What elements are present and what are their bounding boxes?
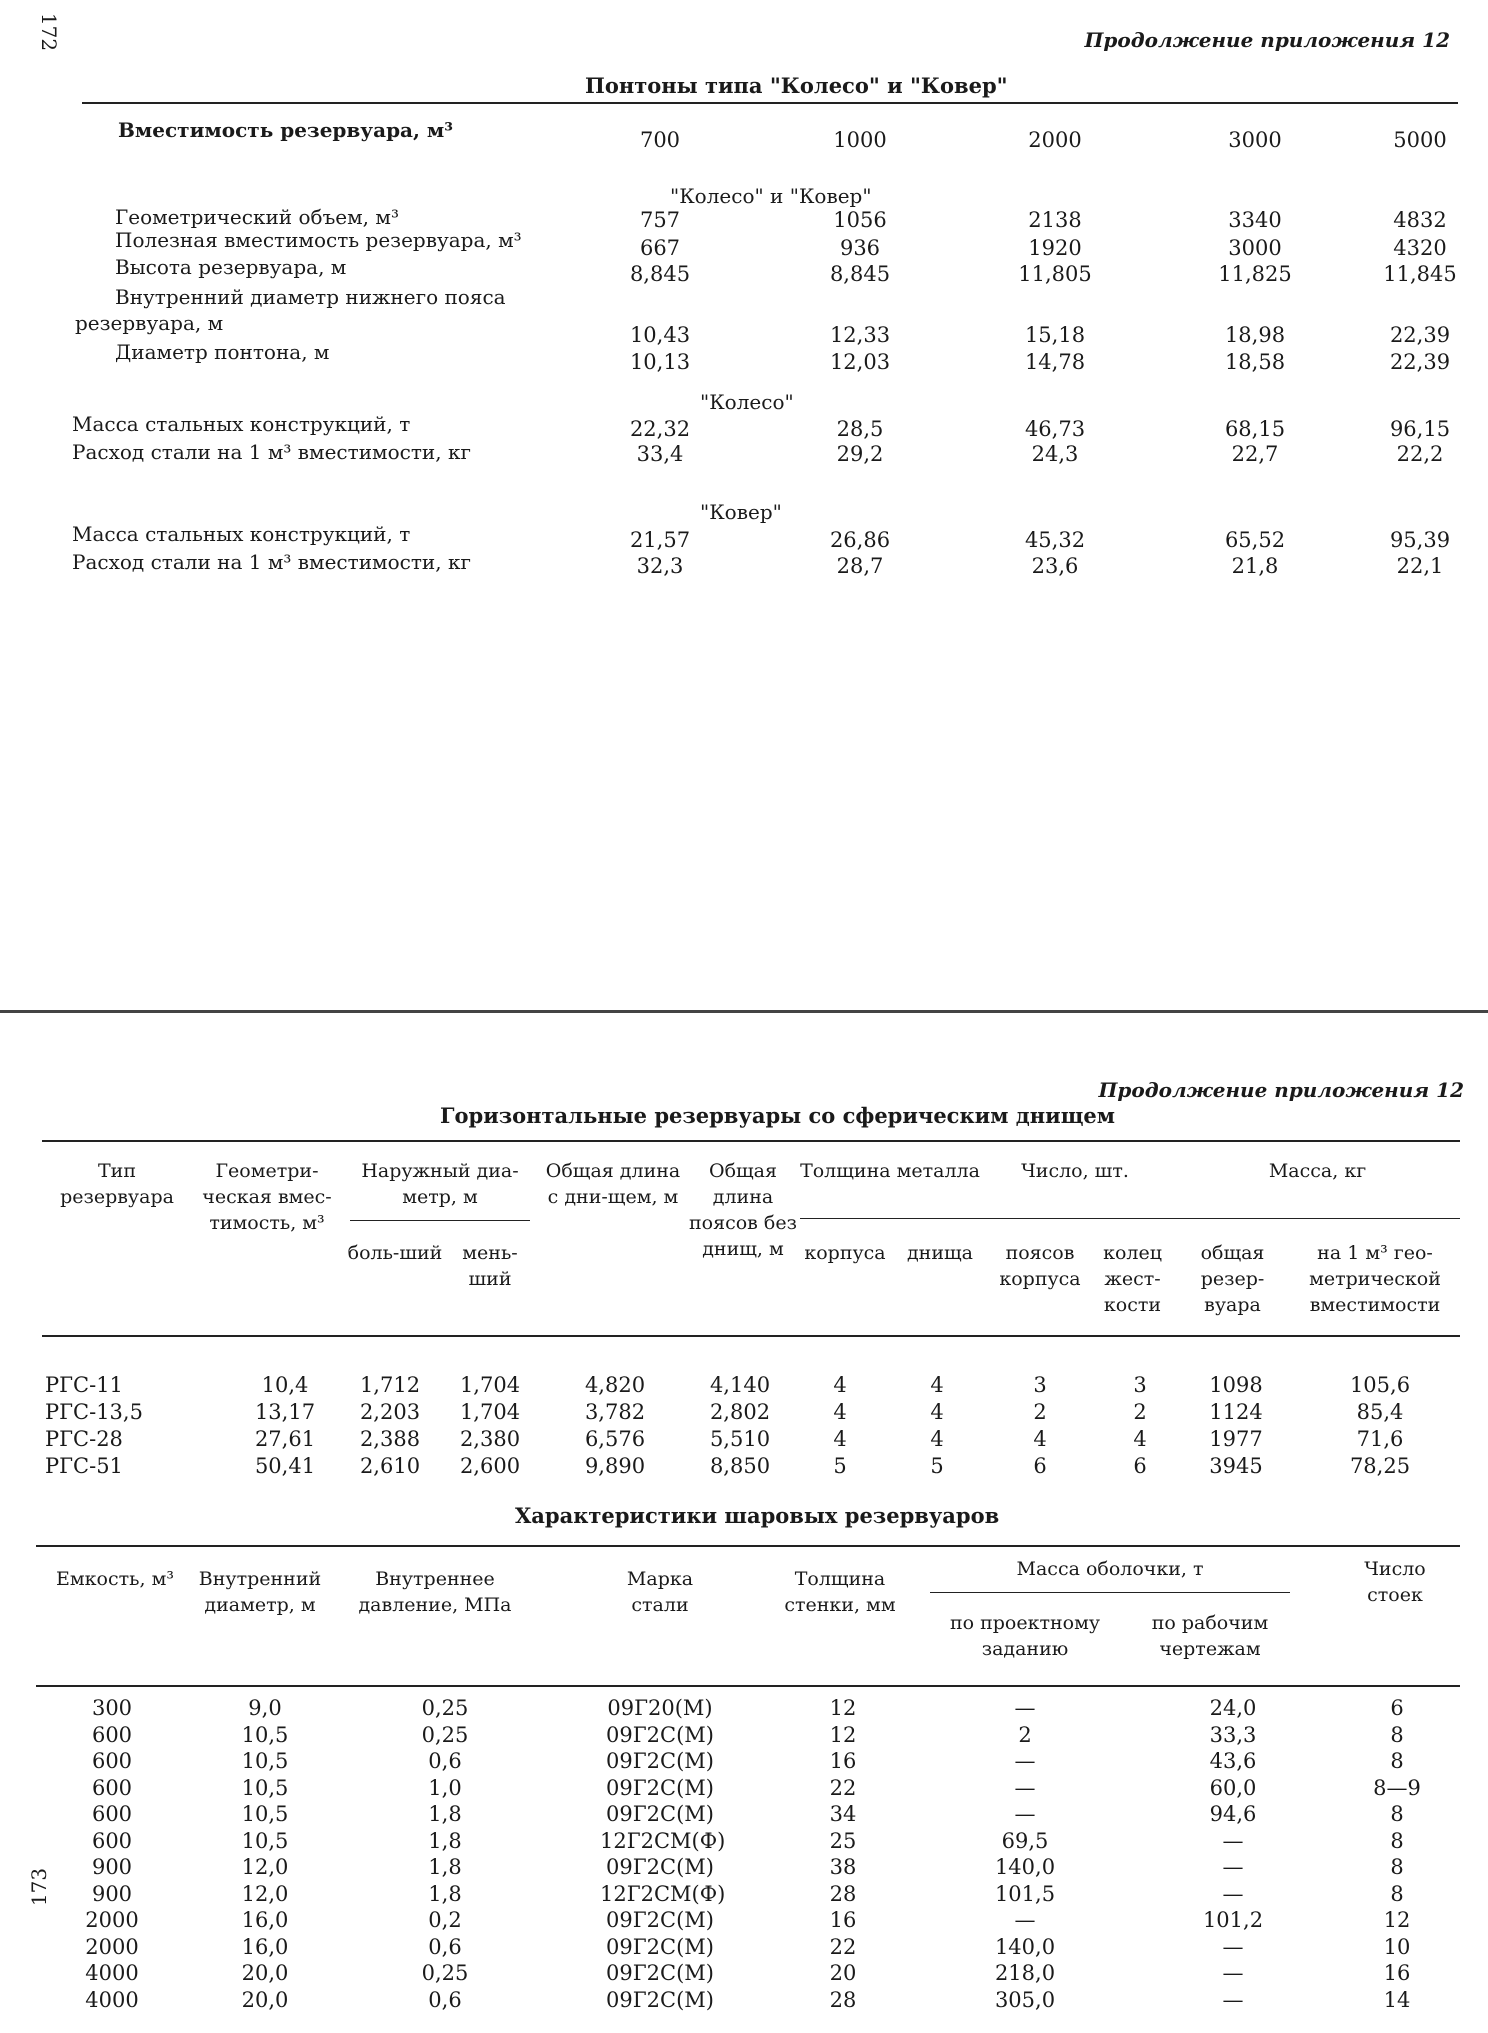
row-value: 140,0 [994,1855,1056,1879]
hdr-mass-total: общая резер-вуара [1200,1242,1265,1316]
row-value: 3,782 [584,1400,646,1424]
row-value: 6,576 [584,1427,646,1451]
table-rule [42,1335,1460,1337]
row-value: 1124 [1209,1400,1263,1424]
row-value: 10,5 [241,1749,289,1773]
row-value: 10,13 [629,350,691,374]
hdr-wall: Толщина стенки, мм [784,1568,896,1616]
row-value: 22 [829,1934,857,1959]
row-value: 21,8 [1231,554,1279,578]
row-value: 140,0 [994,1934,1056,1959]
row-value: 900 [91,1855,133,1879]
row-value: 600 [91,1828,133,1853]
table-rule [36,1545,1460,1547]
row-value: 25 [829,1828,857,1853]
row-value: 10,5 [241,1722,289,1747]
row-value: 8 [1390,1802,1404,1826]
row-value: 96,15 [1389,417,1451,441]
row-value: 0,25 [421,1961,469,1985]
hdr-capacity: Емкость, м³ [56,1568,174,1590]
hdr-body: корпуса [804,1242,886,1264]
row-value: 0,25 [421,1696,469,1720]
row-value: 8 [1390,1855,1404,1879]
row-value: 22,7 [1231,442,1279,466]
row-value: 24,3 [1031,442,1079,466]
row-value: 09Г2С(М) [606,1722,714,1747]
row-label: Полезная вместимость резервуара, м³ [115,228,522,252]
row-value: 1,704 [459,1400,521,1424]
row-value: 27,61 [254,1427,316,1451]
row-value: 12,03 [829,350,891,374]
row-value: 14 [1383,1987,1411,2012]
row-value: 8 [1390,1749,1404,1773]
row-value: 2 [1018,1722,1032,1747]
row-value: 16,0 [241,1934,289,1959]
row-value: — [1222,1855,1244,1879]
row-value: 16 [1383,1961,1411,1985]
row-value: 28,7 [836,554,884,578]
capacity-value: 700 [639,128,681,152]
row-value: 10,43 [629,323,691,347]
row-value: 2,600 [459,1454,521,1478]
row-value: 600 [91,1775,133,1800]
row-value: 2138 [1028,208,1082,232]
row-value: 1,0 [428,1775,462,1800]
table-rule [42,1140,1460,1142]
row-label: Высота резервуара, м [115,255,347,279]
hdr-belts-len: Общая длина поясов без днищ, м [689,1160,797,1260]
row-value: 20,0 [241,1987,289,2012]
row-value: 68,15 [1224,417,1286,441]
hdr-belts: поясов корпуса [999,1242,1081,1290]
row-value: 3 [1033,1373,1047,1397]
row-value: 2,610 [359,1454,421,1478]
row-value: 4 [833,1400,847,1424]
row-value: 1,8 [428,1802,462,1826]
row-value: 26,86 [829,528,891,552]
row-value: 1977 [1209,1427,1263,1451]
page-number-bottom: 173 [27,1867,52,1907]
header-subrule [350,1220,530,1221]
row-value: 4 [1033,1427,1047,1451]
section-kover: "Ковер" [700,500,782,524]
row-value: 28 [829,1881,857,1906]
table-rule [82,102,1458,104]
row-value: 1098 [1209,1373,1263,1397]
row-value: 94,6 [1209,1802,1257,1826]
row-value: 09Г2С(М) [606,1908,714,1932]
row-value: 78,25 [1349,1454,1411,1478]
row-value: 1,704 [459,1373,521,1397]
row-value: 6 [1133,1454,1147,1478]
row-value: 4 [930,1373,944,1397]
hdr-type: Тип резервуара [60,1160,174,1208]
row-value: — [1222,1828,1244,1853]
row-value: 09Г2С(М) [606,1961,714,1985]
row-value: 8 [1390,1881,1404,1906]
row-value: 45,32 [1024,528,1086,552]
row-value: 4 [833,1427,847,1451]
row-value: 0,6 [428,1934,462,1959]
hdr-supports: Число стоек [1364,1558,1426,1606]
row-value: 8—9 [1373,1775,1421,1800]
row-value: — [1014,1749,1036,1773]
row-value: 12,33 [829,323,891,347]
row-value: 22,32 [629,417,691,441]
row-value: 4000 [85,1961,139,1985]
pontoon-table-title: Понтоны типа "Колесо" и "Ковер" [585,73,1008,98]
row-value: 4,140 [709,1373,771,1397]
row-label: Расход стали на 1 м³ вместимости, кг [72,550,471,574]
row-label: Расход стали на 1 м³ вместимости, кг [72,440,471,464]
capacity-value: 1000 [833,128,887,152]
row-value: 24,0 [1209,1696,1257,1720]
row-value: 101,5 [994,1881,1056,1906]
row-value: 22,39 [1389,350,1451,374]
row-value: 16,0 [241,1908,289,1932]
row-value: — [1014,1802,1036,1826]
row-value: 2,380 [459,1427,521,1451]
row-value: 22,2 [1396,442,1444,466]
row-label: РГС-11 [45,1373,123,1397]
row-value: 10,4 [261,1373,309,1397]
hdr-bigger: боль-ший [347,1242,443,1264]
row-value: 4320 [1393,236,1447,260]
row-value: 33,3 [1209,1722,1257,1747]
continuation-label-top: Продолжение приложения 12 [1084,28,1450,52]
row-value: 2000 [85,1934,139,1959]
row-value: 46,73 [1024,417,1086,441]
row-value: 3 [1133,1373,1147,1397]
row-value: 305,0 [994,1987,1056,2012]
row-value: — [1014,1696,1036,1720]
row-label: Масса стальных конструкций, т [72,522,411,546]
row-value: 8,845 [829,262,891,286]
row-value: 218,0 [994,1961,1056,1985]
row-label: Масса стальных конструкций, т [72,412,411,436]
row-value: — [1222,1987,1244,2012]
row-value: 0,25 [421,1722,469,1747]
row-value: 20,0 [241,1961,289,1985]
continuation-label-bottom: Продолжение приложения 12 [1098,1078,1464,1102]
row-value: 9,890 [584,1454,646,1478]
hdr-working: по рабочим чертежам [1151,1612,1269,1660]
row-value: 38 [829,1855,857,1879]
row-value: 12 [829,1722,857,1747]
row-value: 4832 [1393,208,1447,232]
row-value: 22 [829,1775,857,1800]
row-value: 1,712 [359,1373,421,1397]
hdr-mass: Масса, кг [1268,1160,1367,1182]
row-value: 28 [829,1987,857,2012]
row-label: РГС-51 [45,1454,123,1478]
row-value: 900 [91,1881,133,1906]
row-label: Внутренний диаметр нижнего пояса [115,285,506,309]
section-koleso: "Колесо" [700,390,794,414]
row-value: 4 [930,1400,944,1424]
row-value: 1,8 [428,1881,462,1906]
hdr-mass-per: на 1 м³ гео-метрической вместимости [1309,1242,1441,1316]
row-value: 12Г2СМ(Ф) [600,1881,726,1906]
row-value: 32,3 [636,554,684,578]
row-value: 33,4 [636,442,684,466]
row-value: 11,825 [1218,262,1292,286]
hdr-total-len: Общая длина с дни-щем, м [545,1160,681,1208]
row-value: 10,5 [241,1775,289,1800]
row-value: 4 [833,1373,847,1397]
row-value: 22,39 [1389,323,1451,347]
capacity-value: 5000 [1393,128,1447,152]
row-value: 0,6 [428,1987,462,2012]
page-divider [0,1010,1488,1013]
row-value: 12 [829,1696,857,1720]
row-value: 8,850 [709,1454,771,1478]
row-value: 50,41 [254,1454,316,1478]
row-value: 2,802 [709,1400,771,1424]
capacity-value: 2000 [1028,128,1082,152]
row-value: 18,98 [1224,323,1286,347]
row-value: 28,5 [836,417,884,441]
row-value: — [1014,1908,1036,1932]
row-value: 1,8 [428,1828,462,1853]
row-value: 6 [1390,1696,1404,1720]
row-value: 16 [829,1908,857,1932]
row-value: 60,0 [1209,1775,1257,1800]
row-value: 10,5 [241,1828,289,1853]
row-value: 105,6 [1349,1373,1411,1397]
hdr-smaller: мень-ший [462,1242,518,1290]
row-value: 600 [91,1722,133,1747]
row-value: 09Г20(М) [607,1696,713,1720]
row-value: 43,6 [1209,1749,1257,1773]
row-value: 2,388 [359,1427,421,1451]
row-value: 600 [91,1802,133,1826]
row-value: 09Г2С(М) [606,1934,714,1959]
row-value: 8 [1390,1828,1404,1853]
row-value: 85,4 [1356,1400,1404,1424]
hdr-outer-diam: Наружный диа-метр, м [361,1160,519,1208]
row-value: 20 [829,1961,857,1985]
row-value: 16 [829,1749,857,1773]
capacity-value: 3000 [1228,128,1282,152]
row-value: 3945 [1209,1454,1263,1478]
row-value: 21,57 [629,528,691,552]
row-value: 1056 [833,208,887,232]
hdr-pressure: Внутреннее давление, МПа [358,1568,512,1616]
row-label: РГС-28 [45,1427,123,1451]
row-value: 22,1 [1396,554,1444,578]
hdr-rings: колец жест-кости [1103,1242,1162,1316]
hdr-steel: Марка стали [626,1568,694,1616]
row-value: 14,78 [1024,350,1086,374]
row-value: 300 [91,1696,133,1720]
row-value: 600 [91,1749,133,1773]
row-value: 757 [639,208,681,232]
row-value: 10,5 [241,1802,289,1826]
row-value: 15,18 [1024,323,1086,347]
row-value: 4000 [85,1987,139,2012]
row-value: 0,2 [428,1908,462,1932]
row-value: 667 [639,236,681,260]
row-value: 11,845 [1383,262,1457,286]
row-value: 4,820 [584,1373,646,1397]
row-value: — [1222,1961,1244,1985]
row-value: 18,58 [1224,350,1286,374]
row-value: 2,203 [359,1400,421,1424]
horizontal-table-title: Горизонтальные резервуары со сферическим днищем [440,1103,1116,1128]
row-value: 09Г2С(М) [606,1855,714,1879]
header-subrule [930,1592,1290,1593]
spherical-table-title: Характеристики шаровых резервуаров [515,1503,1000,1528]
row-value: 09Г2С(М) [606,1775,714,1800]
row-value: 09Г2С(М) [606,1749,714,1773]
row-value: 34 [829,1802,857,1826]
row-value: 0,6 [428,1749,462,1773]
row-label: РГС-13,5 [45,1400,143,1424]
hdr-bottom: днища [906,1242,974,1264]
row-value: 65,52 [1224,528,1286,552]
row-value: 95,39 [1389,528,1451,552]
row-value: — [1222,1881,1244,1906]
row-value: 12,0 [241,1881,289,1906]
row-value: 29,2 [836,442,884,466]
row-value: 3340 [1228,208,1282,232]
row-value: 6 [1033,1454,1047,1478]
row-value: 8,845 [629,262,691,286]
row-value: 10 [1383,1934,1411,1959]
row-value: 9,0 [248,1696,282,1720]
section-both: "Колесо" и "Ковер" [670,184,872,208]
row-value: 71,6 [1356,1427,1404,1451]
hdr-project: по проектному заданию [949,1612,1101,1660]
row-value: 13,17 [254,1400,316,1424]
header-subrule [800,1218,1460,1219]
row-value: 4 [930,1427,944,1451]
row-value: 1920 [1028,236,1082,260]
row-value: 2 [1033,1400,1047,1424]
row-value: 8 [1390,1722,1404,1747]
row-value: 101,2 [1202,1908,1264,1932]
row-value: 23,6 [1031,554,1079,578]
row-value: 936 [839,236,881,260]
row-value: 3000 [1228,236,1282,260]
row-value: — [1222,1934,1244,1959]
capacity-label: Вместимость резервуара, м³ [118,118,454,142]
row-value: 2 [1133,1400,1147,1424]
row-value: 12Г2СМ(Ф) [600,1828,726,1853]
hdr-shell-mass: Масса оболочки, т [1016,1558,1204,1580]
row-value: 5 [930,1454,944,1478]
row-value: 12,0 [241,1855,289,1879]
row-value: 5,510 [709,1427,771,1451]
row-value: 2000 [85,1908,139,1932]
row-value: 5 [833,1454,847,1478]
row-label: Геометрический объем, м³ [115,205,399,229]
hdr-geom: Геометри-ческая вмес-тимость, м³ [202,1160,332,1234]
row-value: — [1014,1775,1036,1800]
hdr-count: Число, шт. [1021,1160,1129,1182]
row-value: 4 [1133,1427,1147,1451]
page-number-top: 172 [37,12,62,52]
row-value: 12 [1383,1908,1411,1932]
row-value: 09Г2С(М) [606,1802,714,1826]
row-label: Диаметр понтона, м [115,340,330,364]
hdr-inner-diam: Внутренний диаметр, м [198,1568,322,1616]
row-value: 11,805 [1018,262,1092,286]
row-value: 1,8 [428,1855,462,1879]
row-value: 69,5 [1001,1828,1049,1853]
hdr-thickness: Толщина металла [800,1160,980,1182]
row-label: резервуара, м [75,311,224,335]
row-value: 09Г2С(М) [606,1987,714,2012]
table-rule [36,1685,1460,1687]
